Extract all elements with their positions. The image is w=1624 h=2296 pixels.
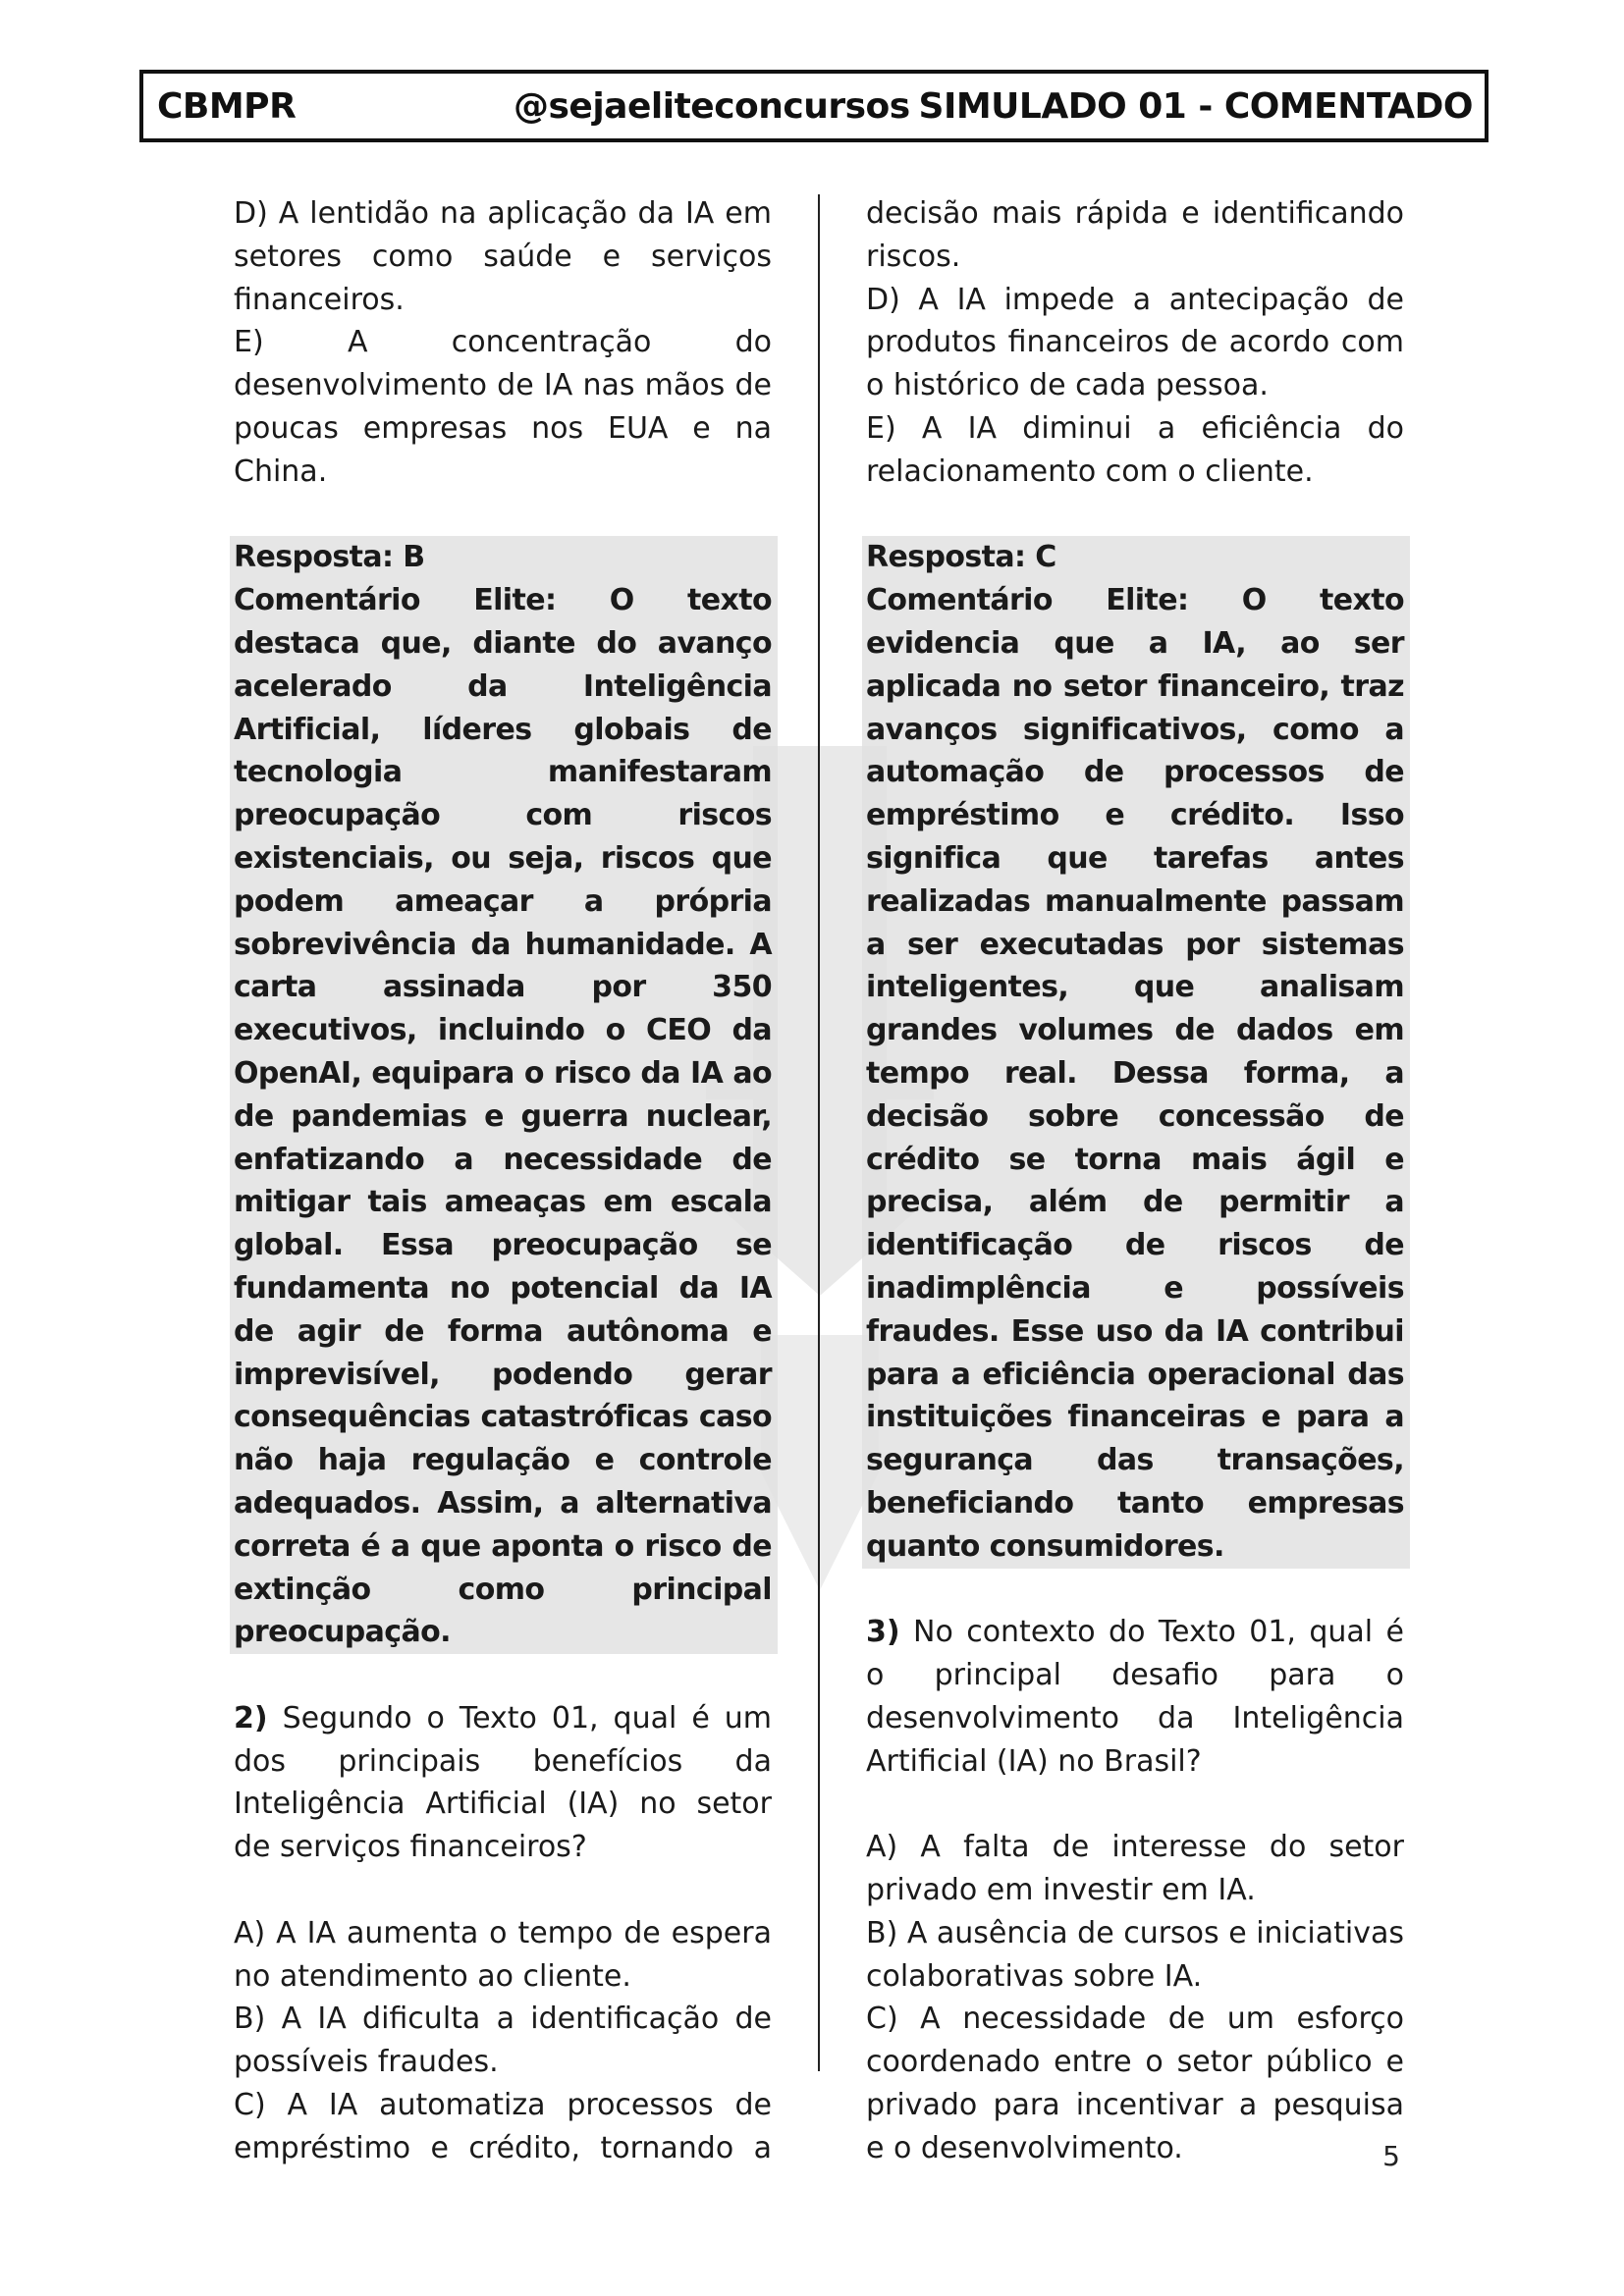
- option-c: C) A IA automatiza processos de empréstimo e crédito, tornando a: [234, 2088, 772, 2165]
- answer-box: [862, 536, 1410, 1568]
- column-divider: [818, 194, 820, 2071]
- option-a: A) A IA aumenta o tempo de espera no atendimento ao cliente.: [234, 1915, 772, 1994]
- option-d: D) A lentidão na aplicação da IA em setores como saúde e serviços financeiros.: [234, 196, 772, 317]
- header-handle: @sejaeliteconcursos: [514, 85, 910, 127]
- page-number: 5: [1382, 2140, 1400, 2172]
- option-c: C) A necessidade de um esforço coordenado entre o setor público e privado para incentivar a pesquisa e o desenvolvimento.: [866, 2002, 1404, 2165]
- header-exam-name: CBMPR: [157, 85, 297, 127]
- answer-box: [230, 536, 778, 1654]
- answer-label: Resposta: C: [866, 540, 1056, 575]
- header-simulado-title: SIMULADO 01 - COMENTADO: [918, 85, 1473, 127]
- option-b: B) A IA dificulta a identificação de possíveis fraudes.: [234, 2002, 772, 2080]
- question-number: 3): [866, 1615, 900, 1650]
- option-e: E) A concentração do desenvolvimento de IA nas mãos de poucas empresas nos EUA e na China.: [234, 325, 772, 489]
- question-3: [866, 1611, 1404, 1783]
- answer-comment: Comentário Elite: O texto destaca que, diante do avanço acelerado da Inteligência Artificial, líderes globais de tecnologia manifestaram preocupação com riscos existenciais, ou seja, riscos que podem ameaçar a própria sobrevivência da humanidade. A carta assinada por 350 executivos, incluindo o CEO da OpenAI, equipara o risco da IA ao de pandemias e guerra nuclear, enfatizando a necessidade de mitigar tais ameaças em escala global. Essa preocupação se fundamenta no potencial da IA de agir de forma autônoma e imprevisível, podendo gerar consequências catastróficas caso não haja regulação e controle adequados. Assim, a alternativa correta é a que aponta o risco de extinção como principal preocupação.: [234, 583, 772, 1650]
- page-header: [139, 70, 1489, 142]
- answer-comment: Comentário Elite: O texto evidencia que a IA, ao ser aplicada no setor financeiro, traz avanços significativos, como a automação de processos de empréstimo e crédito. Isso significa que tarefas antes realizadas manualmente passam a ser executadas por sistemas inteligentes, que analisam grandes volumes de dados em tempo real. Dessa forma, a decisão sobre concessão de crédito se torna mais ágil e precisa, além de permitir a identificação de riscos de inadimplência e possíveis fraudes. Esse uso da IA contribui para a eficiência operacional das instituições financeiras e para a segurança das transações, beneficiando tanto empresas quanto consumidores.: [866, 583, 1404, 1564]
- option-d: D) A IA impede a antecipação de produtos financeiros de acordo com o histórico de cada pessoa.: [866, 282, 1404, 403]
- question-2: [234, 1697, 772, 1869]
- question-text: No contexto do Texto 01, qual é o principal desafio para o desenvolvimento da Inteligência Artificial (IA) no Brasil?: [866, 1615, 1404, 1779]
- right-column: [866, 192, 1404, 2170]
- option-a: A) A falta de interesse do setor privado em investir em IA.: [866, 1830, 1404, 1908]
- question-text: Segundo o Texto 01, qual é um dos principais benefícios da Inteligência Artificial (IA) no setor de serviços financeiros?: [234, 1700, 772, 1865]
- option-e: E) A IA diminui a eficiência do relacionamento com o cliente.: [866, 410, 1404, 489]
- question-number: 2): [234, 1700, 268, 1735]
- left-column: [234, 192, 772, 2170]
- option-c-continuation: decisão mais rápida e identificando riscos.: [866, 196, 1404, 274]
- option-b: B) A ausência de cursos e iniciativas colaborativas sobre IA.: [866, 1915, 1404, 1994]
- answer-label: Resposta: B: [234, 540, 425, 575]
